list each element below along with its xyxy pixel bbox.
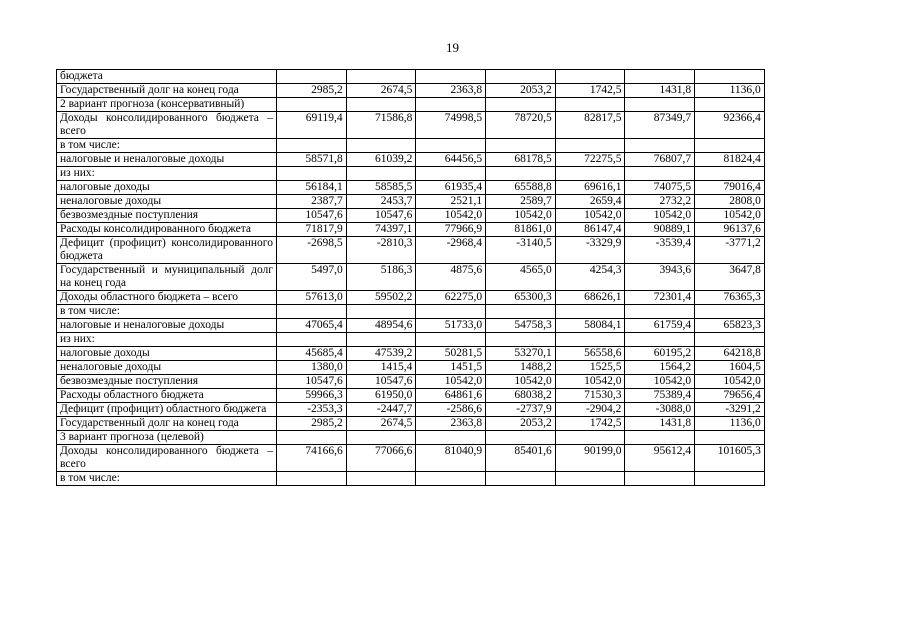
table-row <box>57 333 765 347</box>
value-cell: 69616,1 <box>555 181 625 195</box>
value-cell: 1415,4 <box>346 361 416 375</box>
value-cell: 61950,0 <box>346 389 416 403</box>
value-cell: 1431,8 <box>625 84 695 98</box>
value-cell <box>486 70 556 84</box>
value-cell <box>625 98 695 112</box>
value-cell: 4565,0 <box>486 264 556 291</box>
value-cell: 61759,4 <box>625 319 695 333</box>
value-cell: 4875,6 <box>416 264 486 291</box>
value-cell: 74166,6 <box>277 445 347 472</box>
value-cell <box>625 431 695 445</box>
value-cell <box>486 333 556 347</box>
table-row <box>57 98 765 112</box>
value-cell: 51733,0 <box>416 319 486 333</box>
value-cell <box>555 431 625 445</box>
value-cell: 2732,2 <box>625 195 695 209</box>
value-cell: 10542,0 <box>695 375 765 389</box>
row-label: Дефицит (профицит) областного бюджета <box>57 403 277 417</box>
value-cell <box>277 70 347 84</box>
table-row <box>57 209 765 223</box>
row-label: 2 вариант прогноза (консервативный) <box>57 98 277 112</box>
value-cell: 82817,5 <box>555 112 625 139</box>
value-cell: -2353,3 <box>277 403 347 417</box>
row-label: Государственный и муниципальный долг на конец года <box>57 264 277 291</box>
table-row <box>57 195 765 209</box>
value-cell <box>625 472 695 486</box>
value-cell: 81824,4 <box>695 153 765 167</box>
value-cell <box>695 431 765 445</box>
value-cell: 5497,0 <box>277 264 347 291</box>
value-cell: 2808,0 <box>695 195 765 209</box>
table-row <box>57 361 765 375</box>
value-cell <box>555 167 625 181</box>
table-row <box>57 237 765 264</box>
value-cell: 10547,6 <box>346 209 416 223</box>
value-cell: 10542,0 <box>555 209 625 223</box>
value-cell: 74397,1 <box>346 223 416 237</box>
value-cell <box>277 305 347 319</box>
page-number: 19 <box>446 40 459 55</box>
value-cell <box>625 167 695 181</box>
table-row <box>57 153 765 167</box>
value-cell <box>695 472 765 486</box>
value-cell: 74075,5 <box>625 181 695 195</box>
table-row <box>57 84 765 98</box>
table-row <box>57 223 765 237</box>
value-cell: 79016,4 <box>695 181 765 195</box>
value-cell: 68038,2 <box>486 389 556 403</box>
value-cell: 87349,7 <box>625 112 695 139</box>
value-cell: 5186,3 <box>346 264 416 291</box>
value-cell <box>346 333 416 347</box>
table-row <box>57 375 765 389</box>
row-label: в том числе: <box>57 305 277 319</box>
value-cell: 2589,7 <box>486 195 556 209</box>
value-cell: 78720,5 <box>486 112 556 139</box>
value-cell: 72275,5 <box>555 153 625 167</box>
value-cell: 3943,6 <box>625 264 695 291</box>
row-label: Доходы консолидированного бюджета – всего <box>57 445 277 472</box>
table-row <box>57 70 765 84</box>
value-cell <box>695 305 765 319</box>
value-cell: 45685,4 <box>277 347 347 361</box>
value-cell: 77066,6 <box>346 445 416 472</box>
value-cell: 72301,4 <box>625 291 695 305</box>
value-cell: 59502,2 <box>346 291 416 305</box>
row-label: из них: <box>57 167 277 181</box>
value-cell: 1431,8 <box>625 417 695 431</box>
value-cell: 90199,0 <box>555 445 625 472</box>
table-row <box>57 319 765 333</box>
value-cell <box>555 139 625 153</box>
row-label: в том числе: <box>57 139 277 153</box>
value-cell <box>695 139 765 153</box>
value-cell <box>695 167 765 181</box>
value-cell: 71530,3 <box>555 389 625 403</box>
value-cell: 61935,4 <box>416 181 486 195</box>
value-cell: 76365,3 <box>695 291 765 305</box>
row-label: Государственный долг на конец года <box>57 417 277 431</box>
value-cell <box>695 70 765 84</box>
value-cell: 47539,2 <box>346 347 416 361</box>
value-cell: 10542,0 <box>486 375 556 389</box>
value-cell <box>555 98 625 112</box>
value-cell: 2521,1 <box>416 195 486 209</box>
value-cell <box>555 305 625 319</box>
value-cell: 64218,8 <box>695 347 765 361</box>
value-cell: -2968,4 <box>416 237 486 264</box>
row-label: Расходы консолидированного бюджета <box>57 223 277 237</box>
value-cell: -3771,2 <box>695 237 765 264</box>
value-cell <box>416 70 486 84</box>
value-cell: 76807,7 <box>625 153 695 167</box>
value-cell: 56558,6 <box>555 347 625 361</box>
value-cell: 2985,2 <box>277 417 347 431</box>
value-cell <box>486 305 556 319</box>
value-cell: 48954,6 <box>346 319 416 333</box>
value-cell: 3647,8 <box>695 264 765 291</box>
value-cell <box>416 333 486 347</box>
value-cell: -3291,2 <box>695 403 765 417</box>
table-row <box>57 181 765 195</box>
row-label: налоговые и неналоговые доходы <box>57 153 277 167</box>
value-cell <box>346 98 416 112</box>
value-cell: 10542,0 <box>416 375 486 389</box>
value-cell: 77966,9 <box>416 223 486 237</box>
value-cell: 90889,1 <box>625 223 695 237</box>
value-cell <box>486 167 556 181</box>
value-cell: 68178,5 <box>486 153 556 167</box>
value-cell <box>416 98 486 112</box>
table-row <box>57 472 765 486</box>
value-cell: 47065,4 <box>277 319 347 333</box>
value-cell: -2904,2 <box>555 403 625 417</box>
value-cell: 79656,4 <box>695 389 765 403</box>
value-cell: 96137,6 <box>695 223 765 237</box>
value-cell <box>416 139 486 153</box>
value-cell: 10542,0 <box>486 209 556 223</box>
row-label: Доходы областного бюджета – всего <box>57 291 277 305</box>
value-cell: -3140,5 <box>486 237 556 264</box>
value-cell: 2387,7 <box>277 195 347 209</box>
value-cell: 95612,4 <box>625 445 695 472</box>
value-cell: 65588,8 <box>486 181 556 195</box>
value-cell <box>625 333 695 347</box>
value-cell <box>277 139 347 153</box>
value-cell: 68626,1 <box>555 291 625 305</box>
value-cell: 2659,4 <box>555 195 625 209</box>
value-cell <box>277 167 347 181</box>
value-cell: 85401,6 <box>486 445 556 472</box>
value-cell: 2453,7 <box>346 195 416 209</box>
value-cell: 101605,3 <box>695 445 765 472</box>
value-cell: 1604,5 <box>695 361 765 375</box>
value-cell <box>486 98 556 112</box>
value-cell: 81861,0 <box>486 223 556 237</box>
row-label: Государственный долг на конец года <box>57 84 277 98</box>
value-cell: 92366,4 <box>695 112 765 139</box>
value-cell: -2586,6 <box>416 403 486 417</box>
value-cell: 10542,0 <box>555 375 625 389</box>
value-cell: 4254,3 <box>555 264 625 291</box>
table-row <box>57 305 765 319</box>
value-cell: 10547,6 <box>277 375 347 389</box>
row-label: 3 вариант прогноза (целевой) <box>57 431 277 445</box>
value-cell: 58084,1 <box>555 319 625 333</box>
value-cell <box>346 305 416 319</box>
value-cell: 74998,5 <box>416 112 486 139</box>
row-label: из них: <box>57 333 277 347</box>
row-label: неналоговые доходы <box>57 361 277 375</box>
value-cell <box>625 70 695 84</box>
value-cell <box>625 139 695 153</box>
row-label: налоговые и неналоговые доходы <box>57 319 277 333</box>
value-cell <box>486 472 556 486</box>
table-row <box>57 112 765 139</box>
value-cell <box>695 98 765 112</box>
value-cell: 62275,0 <box>416 291 486 305</box>
value-cell: -3539,4 <box>625 237 695 264</box>
value-cell: -3329,9 <box>555 237 625 264</box>
value-cell: 2363,8 <box>416 84 486 98</box>
value-cell: 2674,5 <box>346 417 416 431</box>
value-cell <box>346 70 416 84</box>
table-row <box>57 445 765 472</box>
value-cell: 1380,0 <box>277 361 347 375</box>
budget-forecast-table <box>56 69 765 486</box>
value-cell: 69119,4 <box>277 112 347 139</box>
value-cell: 71586,8 <box>346 112 416 139</box>
value-cell: 1451,5 <box>416 361 486 375</box>
value-cell <box>346 139 416 153</box>
value-cell: 1488,2 <box>486 361 556 375</box>
value-cell <box>416 431 486 445</box>
value-cell <box>555 70 625 84</box>
value-cell: 64456,5 <box>416 153 486 167</box>
value-cell: 56184,1 <box>277 181 347 195</box>
value-cell: 60195,2 <box>625 347 695 361</box>
value-cell: 1742,5 <box>555 84 625 98</box>
row-label: в том числе: <box>57 472 277 486</box>
value-cell: 50281,5 <box>416 347 486 361</box>
row-label: налоговые доходы <box>57 347 277 361</box>
value-cell <box>277 333 347 347</box>
value-cell: 57613,0 <box>277 291 347 305</box>
value-cell: 86147,4 <box>555 223 625 237</box>
value-cell: 10542,0 <box>625 375 695 389</box>
value-cell <box>277 472 347 486</box>
value-cell: 58571,8 <box>277 153 347 167</box>
row-label: налоговые доходы <box>57 181 277 195</box>
value-cell <box>416 167 486 181</box>
value-cell <box>346 167 416 181</box>
table-row <box>57 417 765 431</box>
value-cell <box>416 472 486 486</box>
value-cell: 10542,0 <box>416 209 486 223</box>
row-label: Дефицит (профицит) консолидированного бюджета <box>57 237 277 264</box>
value-cell: 58585,5 <box>346 181 416 195</box>
table-row <box>57 264 765 291</box>
value-cell: -2737,9 <box>486 403 556 417</box>
value-cell: 2363,8 <box>416 417 486 431</box>
value-cell: -2698,5 <box>277 237 347 264</box>
value-cell: 10547,6 <box>277 209 347 223</box>
table-row <box>57 167 765 181</box>
row-label: Расходы областного бюджета <box>57 389 277 403</box>
row-label: бюджета <box>57 70 277 84</box>
value-cell: 10542,0 <box>695 209 765 223</box>
value-cell: -2810,3 <box>346 237 416 264</box>
value-cell: 10542,0 <box>625 209 695 223</box>
value-cell: 81040,9 <box>416 445 486 472</box>
value-cell <box>555 333 625 347</box>
row-label: Доходы консолидированного бюджета – всего <box>57 112 277 139</box>
value-cell: 71817,9 <box>277 223 347 237</box>
table-row <box>57 291 765 305</box>
value-cell: 59966,3 <box>277 389 347 403</box>
value-cell <box>346 472 416 486</box>
value-cell <box>346 431 416 445</box>
value-cell: 1525,5 <box>555 361 625 375</box>
value-cell: 65823,3 <box>695 319 765 333</box>
value-cell: 75389,4 <box>625 389 695 403</box>
value-cell: 2674,5 <box>346 84 416 98</box>
value-cell <box>486 139 556 153</box>
row-label: неналоговые доходы <box>57 195 277 209</box>
value-cell: 2985,2 <box>277 84 347 98</box>
value-cell: 1136,0 <box>695 417 765 431</box>
table-row <box>57 139 765 153</box>
table-row <box>57 389 765 403</box>
value-cell: 1136,0 <box>695 84 765 98</box>
value-cell <box>416 305 486 319</box>
value-cell <box>555 472 625 486</box>
value-cell: 65300,3 <box>486 291 556 305</box>
row-label: безвозмездные поступления <box>57 375 277 389</box>
value-cell <box>277 98 347 112</box>
value-cell <box>486 431 556 445</box>
value-cell: 53270,1 <box>486 347 556 361</box>
row-label: безвозмездные поступления <box>57 209 277 223</box>
value-cell: 1564,2 <box>625 361 695 375</box>
value-cell: 2053,2 <box>486 84 556 98</box>
value-cell: 1742,5 <box>555 417 625 431</box>
value-cell: -2447,7 <box>346 403 416 417</box>
table-row <box>57 431 765 445</box>
value-cell: 61039,2 <box>346 153 416 167</box>
value-cell: -3088,0 <box>625 403 695 417</box>
value-cell <box>625 305 695 319</box>
value-cell <box>695 333 765 347</box>
value-cell: 2053,2 <box>486 417 556 431</box>
table-row <box>57 347 765 361</box>
value-cell: 10547,6 <box>346 375 416 389</box>
table-row <box>57 403 765 417</box>
value-cell: 64861,6 <box>416 389 486 403</box>
value-cell: 54758,3 <box>486 319 556 333</box>
value-cell <box>277 431 347 445</box>
